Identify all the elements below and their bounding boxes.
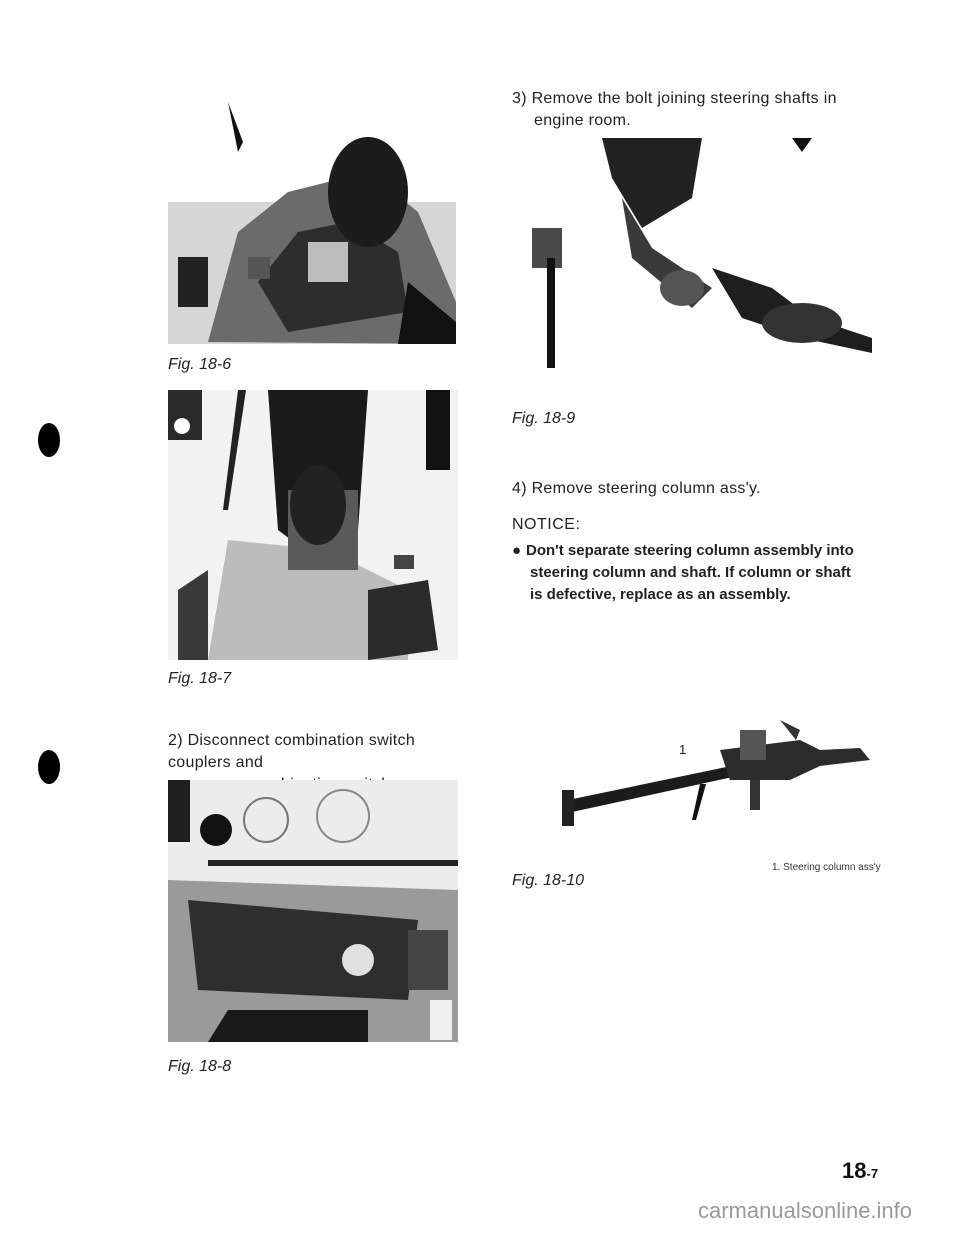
notice-heading: NOTICE: xyxy=(512,516,581,533)
caption-fig-18-9: Fig. 18-9 xyxy=(512,410,576,427)
step-4-text: 4) Remove steering column ass'y. xyxy=(512,480,761,497)
caption-fig-18-10: Fig. 18-10 xyxy=(512,872,585,889)
notice-body: ● Don't separate steering column assembly into steering column and shaft. If column or shaft is defective, replace as an assembly. xyxy=(512,542,854,603)
bullet-icon: ● xyxy=(512,542,522,559)
photo-fig-18-7 xyxy=(168,390,458,660)
caption-fig-18-6: Fig. 18-6 xyxy=(168,356,232,373)
photo-fig-18-8 xyxy=(168,780,458,1042)
caption-fig-18-7: Fig. 18-7 xyxy=(168,670,232,687)
punch-hole xyxy=(38,423,60,457)
step-3-text: 3) Remove the bolt joining steering shafts in engine room. xyxy=(512,90,837,129)
fig-18-10-legend: 1. Steering column ass'y xyxy=(772,862,881,873)
watermark-text: carmanualsonline.info xyxy=(698,1198,913,1223)
page-number: 18-7 xyxy=(842,1158,879,1183)
photo-fig-18-10 xyxy=(560,720,880,830)
caption-fig-18-8: Fig. 18-8 xyxy=(168,1058,232,1075)
callout-number: 1 xyxy=(679,742,687,757)
punch-hole xyxy=(38,750,60,784)
photo-fig-18-6 xyxy=(168,82,456,344)
step-2-text: 2) Disconnect combination switch couplers and xyxy=(168,732,416,771)
photo-fig-18-9 xyxy=(512,138,884,378)
